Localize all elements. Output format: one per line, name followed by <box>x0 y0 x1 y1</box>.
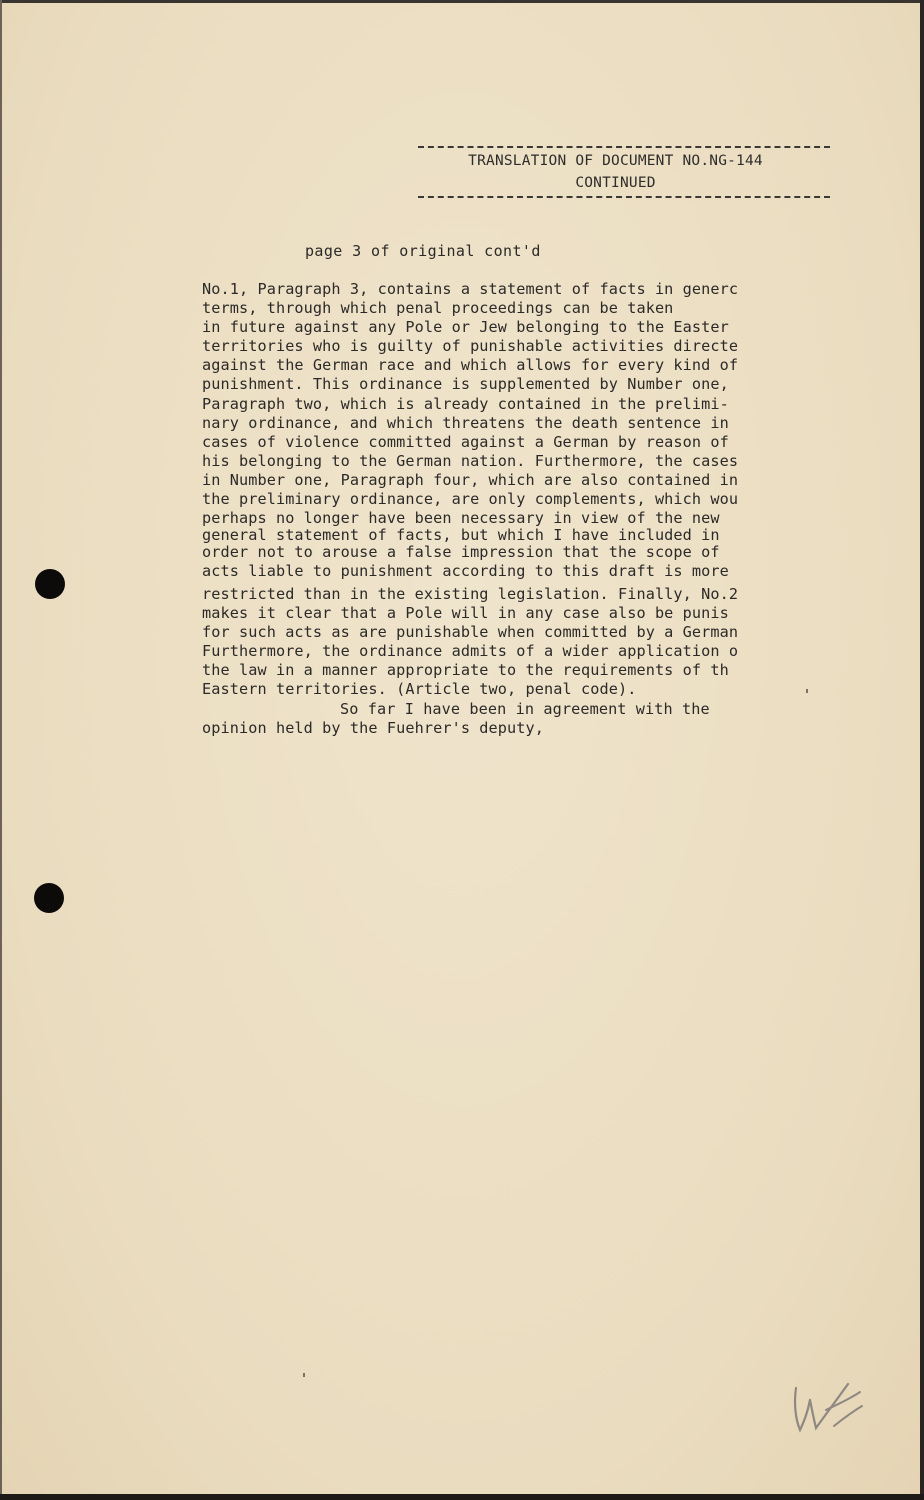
text-line: general statement of facts, but which I have included in <box>202 526 720 545</box>
punch-hole <box>35 569 65 599</box>
scan-edge-bottom <box>0 1494 924 1500</box>
text-line: against the German race and which allows for every kind of <box>202 356 739 375</box>
text-line: Eastern territories. (Article two, penal code). <box>202 680 637 699</box>
page-reference: page 3 of original cont'd <box>305 242 541 260</box>
heading-rule-top <box>418 146 830 148</box>
text-line: terms, through which penal proceedings can be taken <box>202 299 674 318</box>
text-line: makes it clear that a Pole will in any case also be punis <box>202 604 729 623</box>
paper-speck <box>806 689 808 693</box>
heading-subtitle: CONTINUED <box>575 175 656 191</box>
text-line: opinion held by the Fuehrer's deputy, <box>202 718 545 737</box>
text-line: Paragraph two, which is already contained in the prelimi- <box>202 394 729 413</box>
text-line: perhaps no longer have been necessary in view of the new <box>202 509 720 528</box>
text-line: order not to arouse a false impression that the scope of <box>202 542 720 561</box>
heading-rule-bottom <box>418 196 830 198</box>
paper-speck <box>303 1373 305 1377</box>
body-text <box>202 280 870 738</box>
document-heading <box>418 150 813 194</box>
text-line: Furthermore, the ordinance admits of a wider application o <box>202 642 739 661</box>
scan-edge-left <box>0 0 2 1500</box>
text-line: in Number one, Paragraph four, which are also contained in <box>202 470 739 489</box>
punch-hole <box>34 883 64 913</box>
text-line: cases of violence committed against a German by reason of <box>202 432 729 451</box>
text-line: the law in a manner appropriate to the requirements of th <box>202 661 729 680</box>
text-line: in future against any Pole or Jew belonging to the Easter <box>202 318 729 337</box>
heading-title: TRANSLATION OF DOCUMENT NO.NG-144 <box>468 153 763 169</box>
text-line: No.1, Paragraph 3, contains a statement of facts in generc <box>202 280 739 298</box>
handwritten-initials <box>786 1370 876 1440</box>
text-line: punishment. This ordinance is supplemented by Number one, <box>202 375 729 394</box>
text-line: for such acts as are punishable when committed by a German <box>202 623 739 642</box>
text-line: territories who is guilty of punishable activities directe <box>202 337 739 356</box>
text-line: restricted than in the existing legislation. Finally, No.2 <box>202 585 739 603</box>
text-line: nary ordinance, and which threatens the death sentence in <box>202 413 729 432</box>
text-line: So far I have been in agreement with the <box>340 699 710 718</box>
scan-edge-top <box>0 0 924 3</box>
text-line: acts liable to punishment according to this draft is more <box>202 561 729 580</box>
text-line: his belonging to the German nation. Furthermore, the cases <box>202 451 739 470</box>
text-line: the preliminary ordinance, are only complements, which wou <box>202 490 739 509</box>
scan-edge-right <box>920 0 924 1500</box>
